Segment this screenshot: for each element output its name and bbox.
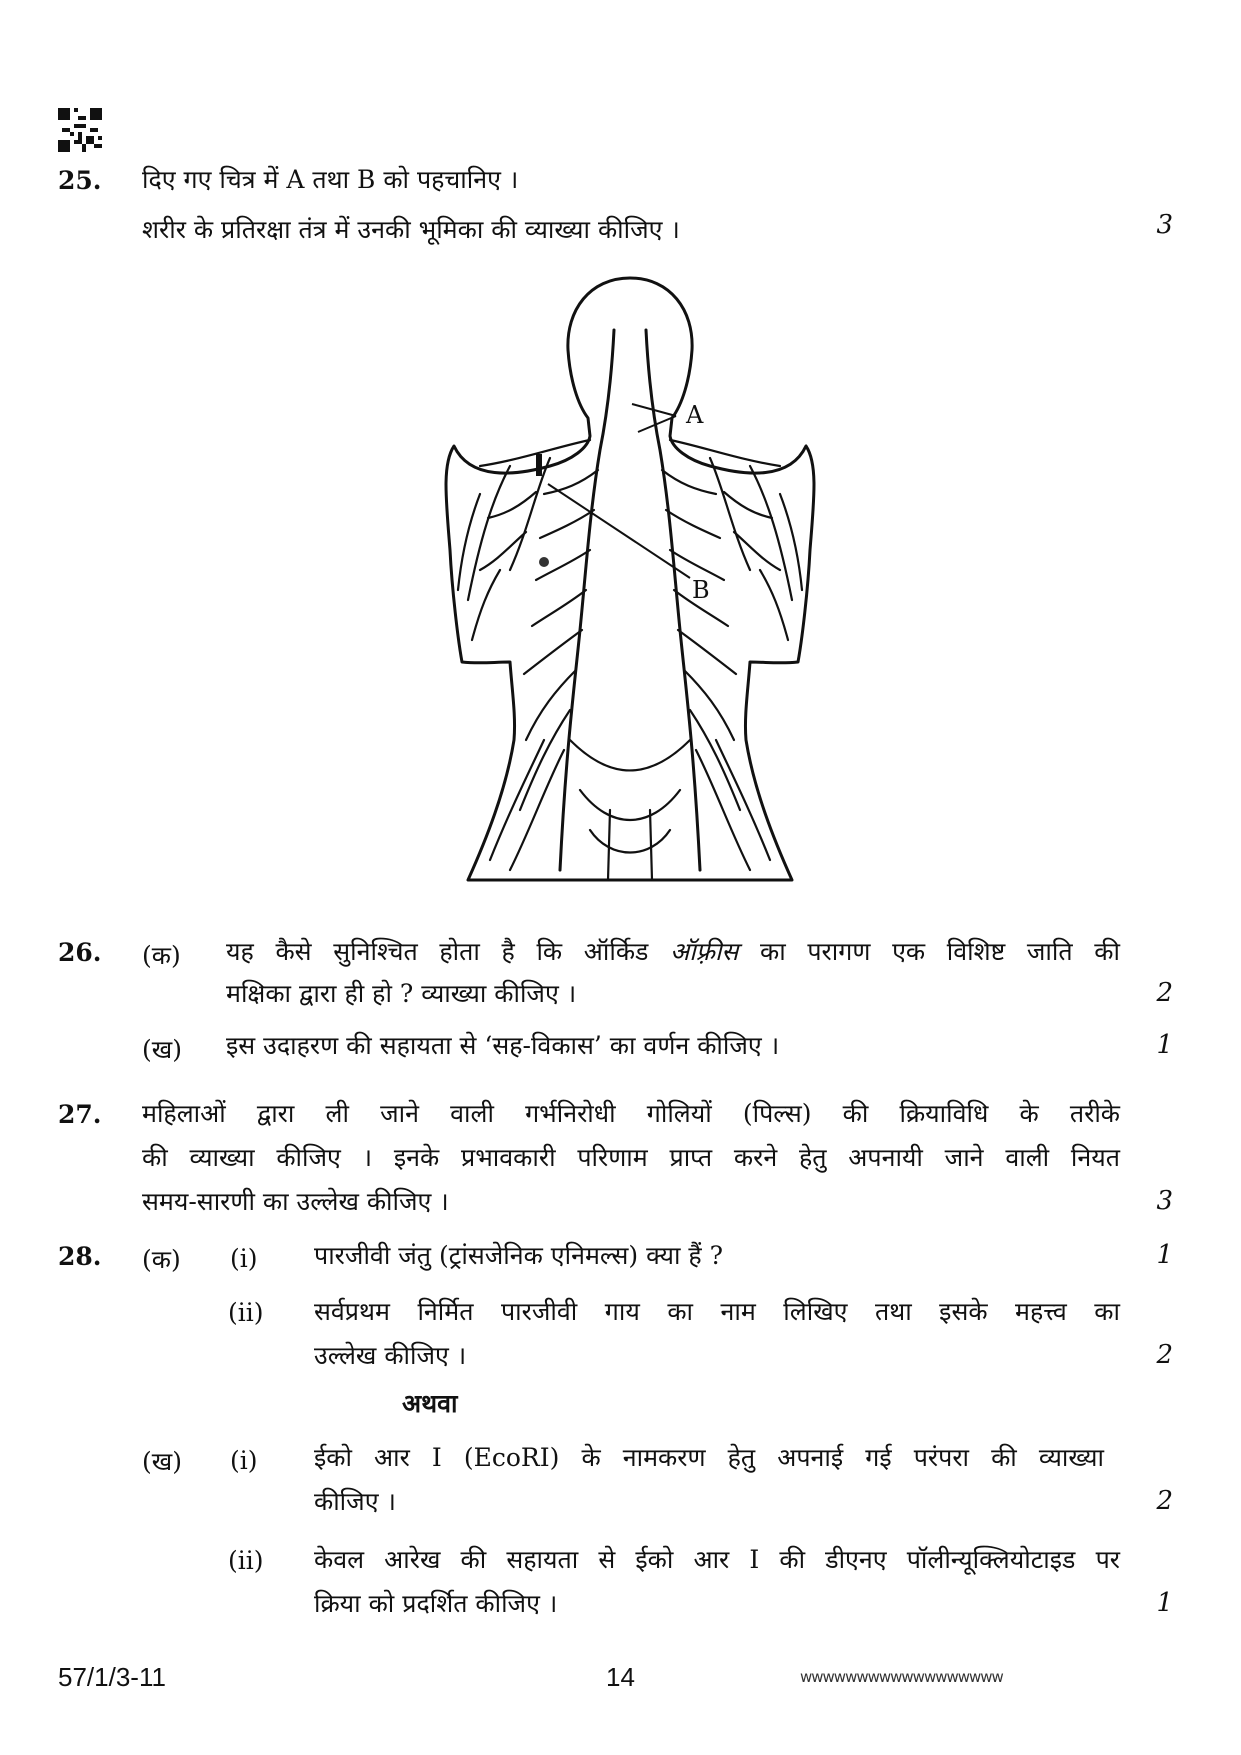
q28b-i-label: (i)	[230, 1446, 258, 1475]
q27-line1: महिलाओं द्वारा ली जाने वाली गर्भनिरोधी गोलियों (पिल्स) की क्रियाविधि के तरीके	[142, 1099, 1120, 1128]
page-number: 14	[606, 1662, 635, 1692]
q27-line3: समय-सारणी का उल्लेख कीजिए ।	[142, 1187, 449, 1216]
q26a-line1	[226, 930, 1120, 974]
paper-code: 57/1/3-11	[58, 1662, 166, 1692]
q27-number: 27.	[58, 1100, 102, 1129]
q26a-label: (क)	[142, 941, 181, 970]
label-a: A	[686, 401, 704, 429]
footer-wave-decoration: wwwwwwwwwwwwwwwwww	[800, 1668, 1003, 1686]
q28b-ii-marks: 1	[1156, 1588, 1173, 1618]
q28b-i-marks: 2	[1156, 1486, 1173, 1516]
q28a-ii-label: (ii)	[228, 1298, 264, 1327]
q26b-marks: 1	[1156, 1030, 1173, 1060]
body-outline	[446, 278, 814, 880]
q26a-line2: मक्षिका द्वारा ही हो ? व्याख्या कीजिए ।	[226, 979, 577, 1008]
q28b-ii-line2: क्रिया को प्रदर्शित कीजिए ।	[314, 1589, 558, 1618]
lymphatic-system-figure	[440, 270, 820, 890]
q27-marks: 3	[1156, 1186, 1173, 1216]
q28b-label: (ख)	[142, 1447, 182, 1476]
q28a-i-text: पारजीवी जंतु (ट्रांसजेनिक एनिमल्स) क्या हैं ?	[314, 1241, 723, 1270]
q25-number: 25.	[58, 166, 102, 195]
q28b-ii-label: (ii)	[228, 1546, 264, 1575]
q26a-italic-term: ऑफ़्रीस	[670, 937, 739, 966]
q26a-line1-pre: यह कैसे सुनिश्चित होता है कि ऑर्किड	[226, 937, 649, 966]
q28a-i-label: (i)	[230, 1244, 258, 1273]
q28-number: 28.	[58, 1242, 102, 1271]
q28a-ii-line1: सर्वप्रथम निर्मित पारजीवी गाय का नाम लिखिए तथा इसके महत्त्व का	[314, 1297, 1120, 1326]
q25-line2: शरीर के प्रतिरक्षा तंत्र में उनकी भूमिका की व्याख्या कीजिए ।	[142, 215, 680, 244]
or-separator: अथवा	[402, 1389, 458, 1418]
thymus-mark	[536, 454, 542, 476]
q28a-i-marks: 1	[1156, 1240, 1173, 1270]
qr-code	[58, 108, 102, 152]
q28b-ii-line1: केवल आरेख की सहायता से ईको आर I की डीएनए पॉलीन्यूक्लियोटाइड पर	[314, 1545, 1120, 1574]
label-b: B	[692, 576, 710, 604]
q28a-ii-line2: उल्लेख कीजिए ।	[314, 1341, 467, 1370]
q25-marks: 3	[1156, 210, 1173, 240]
q28b-i-line1: ईको आर I (EcoRI) के नामकरण हेतु अपनाई गई परंपरा की व्याख्या	[314, 1443, 1104, 1472]
q28a-ii-marks: 2	[1156, 1340, 1173, 1370]
q27-line2: की व्याख्या कीजिए । इनके प्रभावकारी परिणाम प्राप्त करने हेतु अपनायी जाने वाली नियत	[142, 1143, 1120, 1172]
q28a-label: (क)	[142, 1245, 181, 1274]
q28b-i-line2: कीजिए ।	[314, 1487, 396, 1516]
q26-number: 26.	[58, 938, 102, 967]
q26b-text: इस उदाहरण की सहायता से ‘सह-विकास’ का वर्णन कीजिए ।	[226, 1031, 780, 1060]
q26a-marks: 2	[1156, 978, 1173, 1008]
q26b-label: (ख)	[142, 1035, 182, 1064]
lymph-node-dot	[539, 557, 549, 567]
q25-line1: दिए गए चित्र में A तथा B को पहचानिए ।	[142, 165, 519, 194]
q26a-line1-post: का परागण एक विशिष्ट जाति की	[760, 937, 1120, 966]
